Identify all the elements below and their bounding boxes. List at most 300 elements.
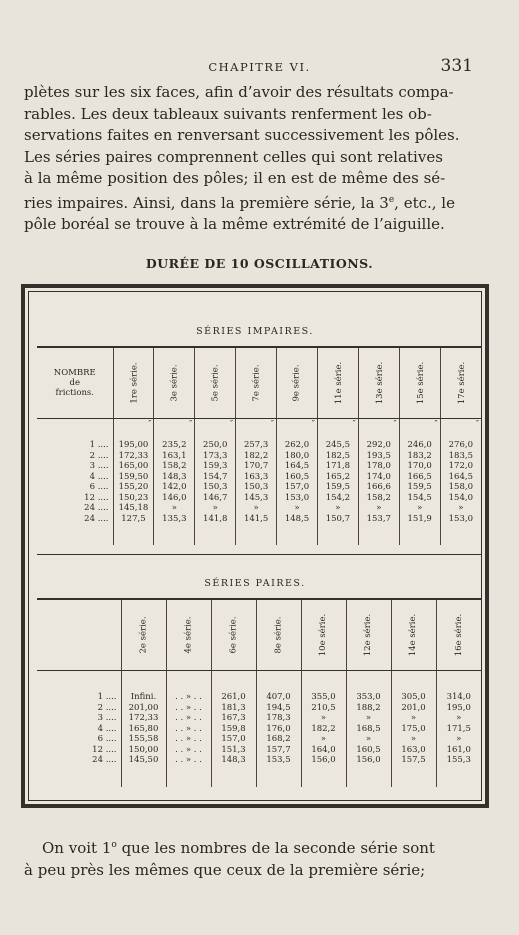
duration-cell: »: [277, 503, 318, 514]
duration-cell: 154,5: [399, 493, 440, 504]
column-header: [317, 347, 358, 419]
duration-cell: 195,0: [436, 703, 481, 714]
column-header: [436, 599, 481, 671]
table-row: [37, 472, 481, 483]
duration-cell: 148,5: [277, 514, 318, 525]
table-cell: [256, 671, 301, 682]
column-label: 1re série.: [129, 362, 140, 404]
text-line: servations faites en renversant successivement les pôles.: [24, 126, 460, 144]
friction-count-cell: 6 ....: [97, 734, 117, 744]
duration-cell: . . » . .: [166, 692, 211, 703]
unit-cell: ″: [154, 419, 195, 430]
spacer-row: [37, 535, 481, 546]
duration-cell: 407,0: [256, 692, 301, 703]
friction-count-cell: 12 ....: [84, 492, 109, 503]
table-cell: [277, 524, 318, 535]
duration-cell: 262,0: [277, 440, 318, 451]
table-cell: [436, 682, 481, 693]
duration-cell: 159,5: [399, 482, 440, 493]
table-row: [37, 503, 481, 514]
column-header: [121, 599, 166, 671]
duration-cell: 150,00: [121, 745, 166, 756]
duration-cell: 135,3: [154, 514, 195, 525]
duration-cell: »: [391, 713, 436, 724]
page-number: 331: [440, 56, 473, 76]
duration-cell: 159,5: [317, 482, 358, 493]
duration-cell: 150,3: [195, 482, 236, 493]
table-row: [37, 514, 481, 525]
row-header: [37, 347, 113, 419]
duration-cell: 257,3: [236, 440, 277, 451]
column-header: [440, 347, 481, 419]
duration-cell: »: [317, 503, 358, 514]
duration-cell: »: [391, 734, 436, 745]
duration-cell: . . » . .: [166, 724, 211, 735]
friction-count-cell: 6 ....: [89, 482, 109, 492]
table-cell: [121, 766, 166, 777]
unit-row: [37, 419, 481, 430]
column-label: 6e série.: [228, 616, 239, 654]
table-cell: [113, 535, 154, 546]
table-cell: [346, 766, 391, 777]
column-label: 5e série.: [210, 364, 221, 402]
table-cell: [154, 535, 195, 546]
duration-cell: 182,2: [236, 451, 277, 462]
superscript: e: [388, 194, 395, 205]
table-cell: [301, 776, 346, 787]
duration-cell: 182,5: [317, 451, 358, 462]
duration-cell: 181,3: [211, 703, 256, 714]
table-frame: [21, 284, 489, 808]
table-row: [37, 461, 481, 472]
table-cell: [391, 682, 436, 693]
column-header: [256, 599, 301, 671]
duration-cell: 148,3: [154, 472, 195, 483]
friction-count-cell: 1 ....: [89, 440, 109, 450]
duration-cell: 160,5: [346, 745, 391, 756]
duration-cell: 246,0: [399, 440, 440, 451]
duration-cell: 163,1: [154, 451, 195, 462]
friction-count-cell: 1 ....: [97, 692, 117, 702]
duration-cell: 168,5: [346, 724, 391, 735]
unit-cell: ″: [277, 419, 318, 430]
row-header-line: frictions.: [55, 388, 94, 398]
duration-cell: 194,5: [256, 703, 301, 714]
text-line: rables. Les deux tableaux suivants renferment les ob-: [24, 104, 432, 123]
friction-count-cell: 2 ....: [89, 450, 109, 461]
table-cell: [358, 524, 399, 535]
duration-cell: 193,5: [358, 451, 399, 462]
duration-cell: 165,00: [113, 461, 154, 472]
intro-paragraph: [24, 82, 490, 236]
friction-count-cell: 24 ....: [92, 755, 117, 765]
duration-cell: 174,0: [358, 472, 399, 483]
duration-cell: 142,0: [154, 482, 195, 493]
duration-cell: . . » . .: [166, 703, 211, 714]
duration-cell: 172,0: [440, 461, 481, 472]
duration-cell: 145,18: [113, 503, 154, 514]
column-label: 8e série.: [273, 616, 284, 654]
duration-cell: 150,7: [317, 514, 358, 525]
table-cell: [211, 682, 256, 693]
duration-cell: 155,3: [436, 755, 481, 766]
spacer-row: [37, 671, 481, 682]
spacer-row: [37, 776, 481, 787]
column-header: [301, 599, 346, 671]
duration-cell: 151,9: [399, 514, 440, 525]
table-cell: [301, 682, 346, 693]
duration-cell: 127,5: [113, 514, 154, 525]
duration-cell: 154,0: [440, 493, 481, 504]
section-divider: [37, 554, 481, 555]
table-title: DURÉE DE 10 OSCILLATIONS.: [145, 256, 374, 271]
duration-cell: 145,50: [121, 755, 166, 766]
table-row: [37, 493, 481, 504]
table-cell: [256, 682, 301, 693]
table-cell: [436, 671, 481, 682]
spacer-row: [37, 766, 481, 777]
column-header: [236, 347, 277, 419]
duration-cell: . . » . .: [166, 745, 211, 756]
duration-cell: 353,0: [346, 692, 391, 703]
paires-header-row: [37, 599, 481, 671]
table-cell: [37, 419, 113, 430]
duration-cell: . . » . .: [166, 734, 211, 745]
row-header-line: de: [69, 378, 80, 388]
table-cell: [399, 535, 440, 546]
table-cell: [256, 776, 301, 787]
table-cell: [346, 776, 391, 787]
duration-cell: »: [301, 734, 346, 745]
duration-cell: 305,0: [391, 692, 436, 703]
duration-cell: 158,0: [440, 482, 481, 493]
duration-cell: 173,3: [195, 451, 236, 462]
table-cell: [440, 535, 481, 546]
table-cell: [436, 776, 481, 787]
duration-cell: 168,2: [256, 734, 301, 745]
duration-cell: 161,0: [436, 745, 481, 756]
friction-count-cell: 3 ....: [97, 713, 117, 723]
friction-count-cell: 4 ....: [89, 471, 109, 482]
column-header: [166, 599, 211, 671]
table-cell: [113, 430, 154, 441]
unit-cell: ″: [317, 419, 358, 430]
duration-cell: 166,5: [399, 472, 440, 483]
column-label: 7e série.: [251, 364, 262, 402]
table-row: [37, 755, 481, 766]
table-cell: [195, 535, 236, 546]
unit-cell: ″: [113, 419, 154, 430]
table-cell: [391, 766, 436, 777]
table-cell: [317, 430, 358, 441]
duration-cell: . . » . .: [166, 755, 211, 766]
spacer-row: [37, 430, 481, 441]
table-cell: [436, 766, 481, 777]
duration-cell: 201,0: [391, 703, 436, 714]
table-row: [37, 692, 481, 703]
spacer-row: [37, 682, 481, 693]
table-cell: [166, 682, 211, 693]
duration-cell: 165,80: [121, 724, 166, 735]
friction-count-cell: 3 ....: [89, 461, 109, 471]
column-label: 14e série.: [408, 613, 419, 657]
table-row: [37, 703, 481, 714]
duration-cell: »: [436, 713, 481, 724]
duration-cell: 153,0: [277, 493, 318, 504]
text-segment: que les nombres de la seconde série sont: [116, 839, 435, 857]
table-cell: [121, 671, 166, 682]
duration-cell: 164,5: [277, 461, 318, 472]
duration-cell: 159,50: [113, 472, 154, 483]
column-label: 11e série.: [334, 361, 345, 405]
column-header: [399, 347, 440, 419]
duration-cell: 165,2: [317, 472, 358, 483]
table-row: [37, 451, 481, 462]
text-line: Les séries paires comprennent celles qui sont relatives: [24, 147, 443, 166]
column-header: [277, 347, 318, 419]
duration-cell: »: [154, 503, 195, 514]
superscript: o: [111, 840, 117, 850]
duration-cell: 245,5: [317, 440, 358, 451]
duration-cell: 154,2: [317, 493, 358, 504]
page-header: [0, 56, 519, 80]
table-cell: [121, 776, 166, 787]
table-cell: [277, 535, 318, 546]
column-label: 15e série.: [415, 361, 426, 405]
text-line: à la même position des pôles; il en est de même des sé-: [24, 169, 446, 187]
table-cell: [236, 524, 277, 535]
duration-cell: »: [399, 503, 440, 514]
spacer-row: [37, 524, 481, 535]
duration-cell: 153,7: [358, 514, 399, 525]
duration-cell: 171,8: [317, 461, 358, 472]
table-cell: [113, 524, 154, 535]
friction-count-cell: 2 ....: [97, 702, 117, 713]
text-segment: On voit 1: [42, 839, 112, 857]
table-cell: [37, 766, 121, 777]
duration-cell: 148,3: [211, 755, 256, 766]
column-header: [195, 347, 236, 419]
table-cell: [399, 430, 440, 441]
table-row: [37, 724, 481, 735]
table-cell: [166, 776, 211, 787]
duration-cell: 155,20: [113, 482, 154, 493]
row-header-line: NOMBRE: [53, 368, 96, 378]
table-cell: [236, 430, 277, 441]
unit-cell: ″: [399, 419, 440, 430]
duration-cell: 178,3: [256, 713, 301, 724]
column-label: 12e série.: [363, 613, 374, 657]
duration-cell: . . » . .: [166, 713, 211, 724]
duration-cell: 235,2: [154, 440, 195, 451]
duration-cell: 195,00: [113, 440, 154, 451]
duration-cell: 154,7: [195, 472, 236, 483]
duration-cell: 141,5: [236, 514, 277, 525]
text-line: [24, 190, 490, 215]
duration-cell: 159,3: [195, 461, 236, 472]
duration-cell: 314,0: [436, 692, 481, 703]
column-label: 10e série.: [318, 613, 329, 657]
duration-cell: »: [346, 713, 391, 724]
duration-cell: 178,0: [358, 461, 399, 472]
table-cell: [440, 430, 481, 441]
table-row: [37, 713, 481, 724]
text-line: à peu près les mêmes que ceux de la première série;: [24, 861, 426, 879]
column-label: 16e série.: [453, 613, 464, 657]
table-cell: [391, 671, 436, 682]
impaires-title: SÉRIES IMPAIRES.: [196, 326, 314, 337]
duration-cell: 164,5: [440, 472, 481, 483]
column-label: 13e série.: [375, 361, 386, 405]
duration-cell: 276,0: [440, 440, 481, 451]
duration-cell: Infini.: [121, 692, 166, 703]
column-header: [154, 347, 195, 419]
table-cell: [440, 524, 481, 535]
duration-cell: 167,3: [211, 713, 256, 724]
duration-cell: 183,2: [399, 451, 440, 462]
table-cell: [301, 671, 346, 682]
table-cell: [37, 430, 113, 441]
duration-cell: 175,0: [391, 724, 436, 735]
table-cell: [399, 524, 440, 535]
duration-cell: 164,0: [301, 745, 346, 756]
column-header: [391, 599, 436, 671]
column-label: 3e série.: [169, 364, 180, 402]
duration-cell: 155,58: [121, 734, 166, 745]
table-inner-border: [28, 291, 482, 801]
duration-cell: 172,33: [121, 713, 166, 724]
chapter-heading: CHAPITRE VI.: [208, 60, 311, 74]
duration-cell: »: [440, 503, 481, 514]
table-row: [37, 745, 481, 756]
table-cell: [317, 535, 358, 546]
text-segment: ries impaires. Ainsi, dans la première série, la 3: [24, 193, 389, 212]
impaires-table: [37, 346, 481, 545]
unit-cell: ″: [236, 419, 277, 430]
duration-cell: 156,0: [301, 755, 346, 766]
duration-cell: 141,8: [195, 514, 236, 525]
friction-count-cell: 24 ....: [84, 503, 109, 513]
duration-cell: 210,5: [301, 703, 346, 714]
table-cell: [277, 430, 318, 441]
table-row: [37, 734, 481, 745]
column-label: 4e série.: [183, 616, 194, 654]
duration-cell: 157,0: [277, 482, 318, 493]
table-cell: [121, 682, 166, 693]
duration-cell: »: [436, 734, 481, 745]
duration-cell: »: [358, 503, 399, 514]
duration-cell: »: [301, 713, 346, 724]
duration-cell: 183,5: [440, 451, 481, 462]
text-line: pôle boréal se trouve à la même extrémité de l’aiguille.: [24, 215, 445, 233]
paires-title: SÉRIES PAIRES.: [204, 578, 306, 589]
duration-cell: 150,3: [236, 482, 277, 493]
column-label: 17e série.: [456, 361, 467, 405]
table-cell: [358, 430, 399, 441]
text-line: [24, 834, 490, 859]
table-row: [37, 440, 481, 451]
duration-cell: 157,5: [391, 755, 436, 766]
column-header: [211, 599, 256, 671]
duration-cell: 146,0: [154, 493, 195, 504]
table-cell: [346, 671, 391, 682]
paires-table: [37, 598, 481, 787]
duration-cell: 355,0: [301, 692, 346, 703]
table-cell: [37, 682, 121, 693]
duration-cell: 158,2: [358, 493, 399, 504]
table-cell: [154, 524, 195, 535]
column-header: [113, 347, 154, 419]
duration-cell: 180,0: [277, 451, 318, 462]
duration-cell: 292,0: [358, 440, 399, 451]
duration-cell: 171,5: [436, 724, 481, 735]
column-label: 2e série.: [138, 616, 149, 654]
duration-cell: 160,5: [277, 472, 318, 483]
table-cell: [301, 766, 346, 777]
duration-cell: 176,0: [256, 724, 301, 735]
row-header: [37, 599, 121, 671]
duration-cell: »: [346, 734, 391, 745]
duration-cell: 261,0: [211, 692, 256, 703]
table-cell: [211, 766, 256, 777]
duration-cell: 157,0: [211, 734, 256, 745]
table-cell: [37, 535, 113, 546]
duration-cell: 166,6: [358, 482, 399, 493]
duration-cell: »: [195, 503, 236, 514]
duration-cell: 153,5: [256, 755, 301, 766]
duration-cell: 201,00: [121, 703, 166, 714]
duration-cell: 170,0: [399, 461, 440, 472]
table-cell: [346, 682, 391, 693]
duration-cell: 153,0: [440, 514, 481, 525]
table-cell: [37, 776, 121, 787]
table-cell: [195, 524, 236, 535]
duration-cell: 182,2: [301, 724, 346, 735]
friction-count-cell: 12 ....: [92, 744, 117, 755]
duration-cell: 157,7: [256, 745, 301, 756]
duration-cell: 159,8: [211, 724, 256, 735]
table-cell: [256, 766, 301, 777]
text-segment: , etc., le: [394, 193, 455, 212]
table-cell: [166, 671, 211, 682]
table-cell: [211, 776, 256, 787]
duration-cell: 163,0: [391, 745, 436, 756]
unit-cell: ″: [195, 419, 236, 430]
table-row: [37, 482, 481, 493]
column-label: 9e série.: [292, 364, 303, 402]
duration-cell: 163,3: [236, 472, 277, 483]
table-cell: [37, 671, 121, 682]
duration-cell: 250,0: [195, 440, 236, 451]
column-header: [346, 599, 391, 671]
unit-cell: ″: [440, 419, 481, 430]
table-cell: [211, 671, 256, 682]
conclusion-paragraph: [24, 834, 490, 881]
table-cell: [317, 524, 358, 535]
duration-cell: 170,7: [236, 461, 277, 472]
duration-cell: 146,7: [195, 493, 236, 504]
table-cell: [236, 535, 277, 546]
table-cell: [154, 430, 195, 441]
duration-cell: 188,2: [346, 703, 391, 714]
friction-count-cell: 4 ....: [97, 723, 117, 734]
impaires-header-row: [37, 347, 481, 419]
duration-cell: 150,23: [113, 493, 154, 504]
table-cell: [358, 535, 399, 546]
table-cell: [166, 766, 211, 777]
duration-cell: 156,0: [346, 755, 391, 766]
duration-cell: 145,3: [236, 493, 277, 504]
